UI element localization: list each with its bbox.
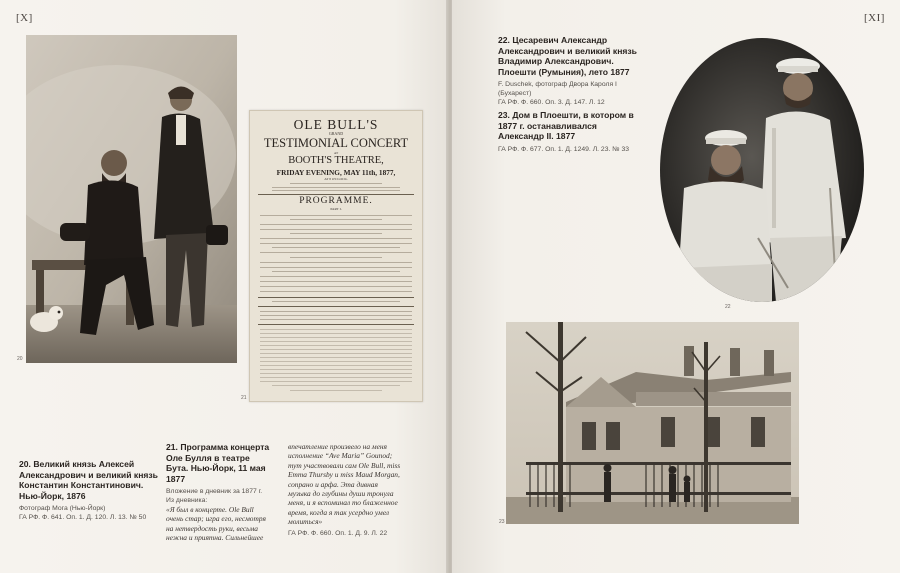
- caption-20-archive: ГА РФ. Ф. 641. Оп. 1. Д. 120. Л. 13. № 50: [19, 514, 147, 521]
- poster-line: [272, 247, 400, 248]
- poster-line: [260, 381, 412, 382]
- poster-line: [272, 190, 400, 191]
- figure-number-23: 23: [499, 519, 505, 525]
- caption-21-quote-part1: «Я был в концерте. Ole Bull очень стар; игра его, несмотря на нетвердость руки, весьма нежна и приятна. Сильнейшее: [166, 505, 266, 543]
- poster-line: [260, 349, 412, 350]
- caption-23-archive: ГА РФ. Ф. 677. Оп. 1. Д. 1249. Л. 23. № 33: [498, 145, 630, 153]
- poster-line: [260, 243, 412, 244]
- caption-23-title: 23. Дом в Плоешти, в котором в 1877 г. останавливался Александр II. 1877: [498, 110, 634, 141]
- poster-line: [260, 319, 412, 320]
- poster-line: [260, 329, 412, 330]
- poster-line: [260, 337, 412, 338]
- page-folio-left: [X]: [16, 12, 33, 24]
- poster-line: [260, 345, 412, 346]
- poster-line: [260, 229, 412, 230]
- poster-line: [272, 187, 400, 188]
- photo-house-ploiesti: [506, 322, 799, 524]
- left-page: [0, 0, 448, 573]
- poster-line: [260, 357, 412, 358]
- poster-line: [260, 238, 412, 239]
- poster-grand: GRAND: [328, 131, 344, 136]
- poster-testimonial: TESTIMONIAL CONCERT: [263, 136, 409, 150]
- poster-line: [260, 215, 412, 216]
- photo-tsesarevich-oval: [660, 38, 864, 302]
- poster-line: [260, 361, 412, 362]
- poster-line: [260, 333, 412, 334]
- poster-line: [260, 315, 412, 316]
- caption-20-photographer: Фотограф Мога (Нью-Йорк): [19, 505, 106, 512]
- poster-date: FRIDAY EVENING, MAY 11th, 1877,: [276, 168, 396, 177]
- caption-21-archive: ГА РФ. Ф. 660. Оп. 1. Д. 9. Л. 22: [288, 529, 388, 537]
- poster-time: AT 8 O'CLOCK.: [324, 177, 348, 181]
- concert-program-poster: [249, 110, 423, 402]
- figure-number-21: 21: [241, 395, 247, 401]
- poster-line: [272, 271, 400, 272]
- poster-line: [260, 252, 412, 253]
- poster-rule: [258, 297, 414, 298]
- poster-rule: [258, 306, 414, 307]
- poster-line: [290, 219, 382, 220]
- poster-rule: [258, 194, 414, 195]
- poster-line: [260, 291, 412, 292]
- poster-programme: PROGRAMME.: [299, 196, 373, 206]
- photo-grand-dukes-new-york: [26, 35, 237, 363]
- poster-line: [260, 353, 412, 354]
- page-folio-right: [XI]: [864, 12, 885, 24]
- poster-line: [290, 233, 382, 234]
- caption-22-archive: ГА РФ. Ф. 660. Оп. 3. Д. 147. Л. 12: [498, 99, 605, 106]
- caption-21-quote-part2: впечатление произвело на меня исполнение “Ave Maria” Gounod; тут участвовали сам Ole Bull, miss Emma Thursby и miss Maud Morgan, сопрано и арфа. Эта дивная музыка до глубины души тронула меня, и я вспоминал то блаженное время, когда я так усердно умел молиться»: [288, 442, 401, 527]
- poster-line: [290, 183, 382, 184]
- right-page: [452, 0, 900, 573]
- caption-23: [498, 110, 638, 154]
- caption-21: [166, 442, 272, 543]
- poster-line: [260, 365, 412, 366]
- figure-number-22: 22: [725, 304, 731, 310]
- caption-21-title: 21. Программа концерта Оле Булля в театре Бута. Нью-Йорк, 11 мая 1877: [166, 442, 270, 484]
- poster-line: [260, 224, 412, 225]
- caption-20: [19, 459, 159, 522]
- poster-line: [260, 341, 412, 342]
- poster-at: AT: [333, 151, 339, 155]
- poster-line: [260, 311, 412, 312]
- poster-part: PART I.: [330, 207, 342, 211]
- poster-line: [260, 369, 412, 370]
- poster-line: [260, 373, 412, 374]
- caption-22-photographer: F. Duschek, фотограф Двора Кароля I (Бухарест): [498, 81, 617, 97]
- poster-line: [272, 301, 400, 302]
- poster-rule: [258, 324, 414, 325]
- figure-number-20: 20: [17, 356, 23, 362]
- poster-line: [272, 385, 400, 386]
- poster-line: [260, 276, 412, 277]
- poster-line: [260, 262, 412, 263]
- caption-21-continued: [288, 442, 402, 538]
- poster-line: [260, 286, 412, 287]
- poster-line: [290, 390, 382, 391]
- poster-line: [260, 377, 412, 378]
- poster-line: [260, 267, 412, 268]
- poster-line: [290, 257, 382, 258]
- caption-22-title: 22. Цесаревич Александр Александрович и великий князь Владимир Александрович. Плоешти (Румыния), лето 1877: [498, 35, 637, 77]
- caption-20-title: 20. Великий князь Алексей Александрович и великий князь Константин Константинович. Нью-Йорк, 1876: [19, 459, 158, 501]
- poster-line: [260, 281, 412, 282]
- poster-title: OLE BULL'S: [293, 117, 379, 132]
- caption-21-note: Вложение в дневник за 1877 г. Из дневника:: [166, 488, 263, 504]
- poster-theatre: BOOTH'S THEATRE,: [288, 155, 384, 166]
- caption-22: [498, 35, 648, 107]
